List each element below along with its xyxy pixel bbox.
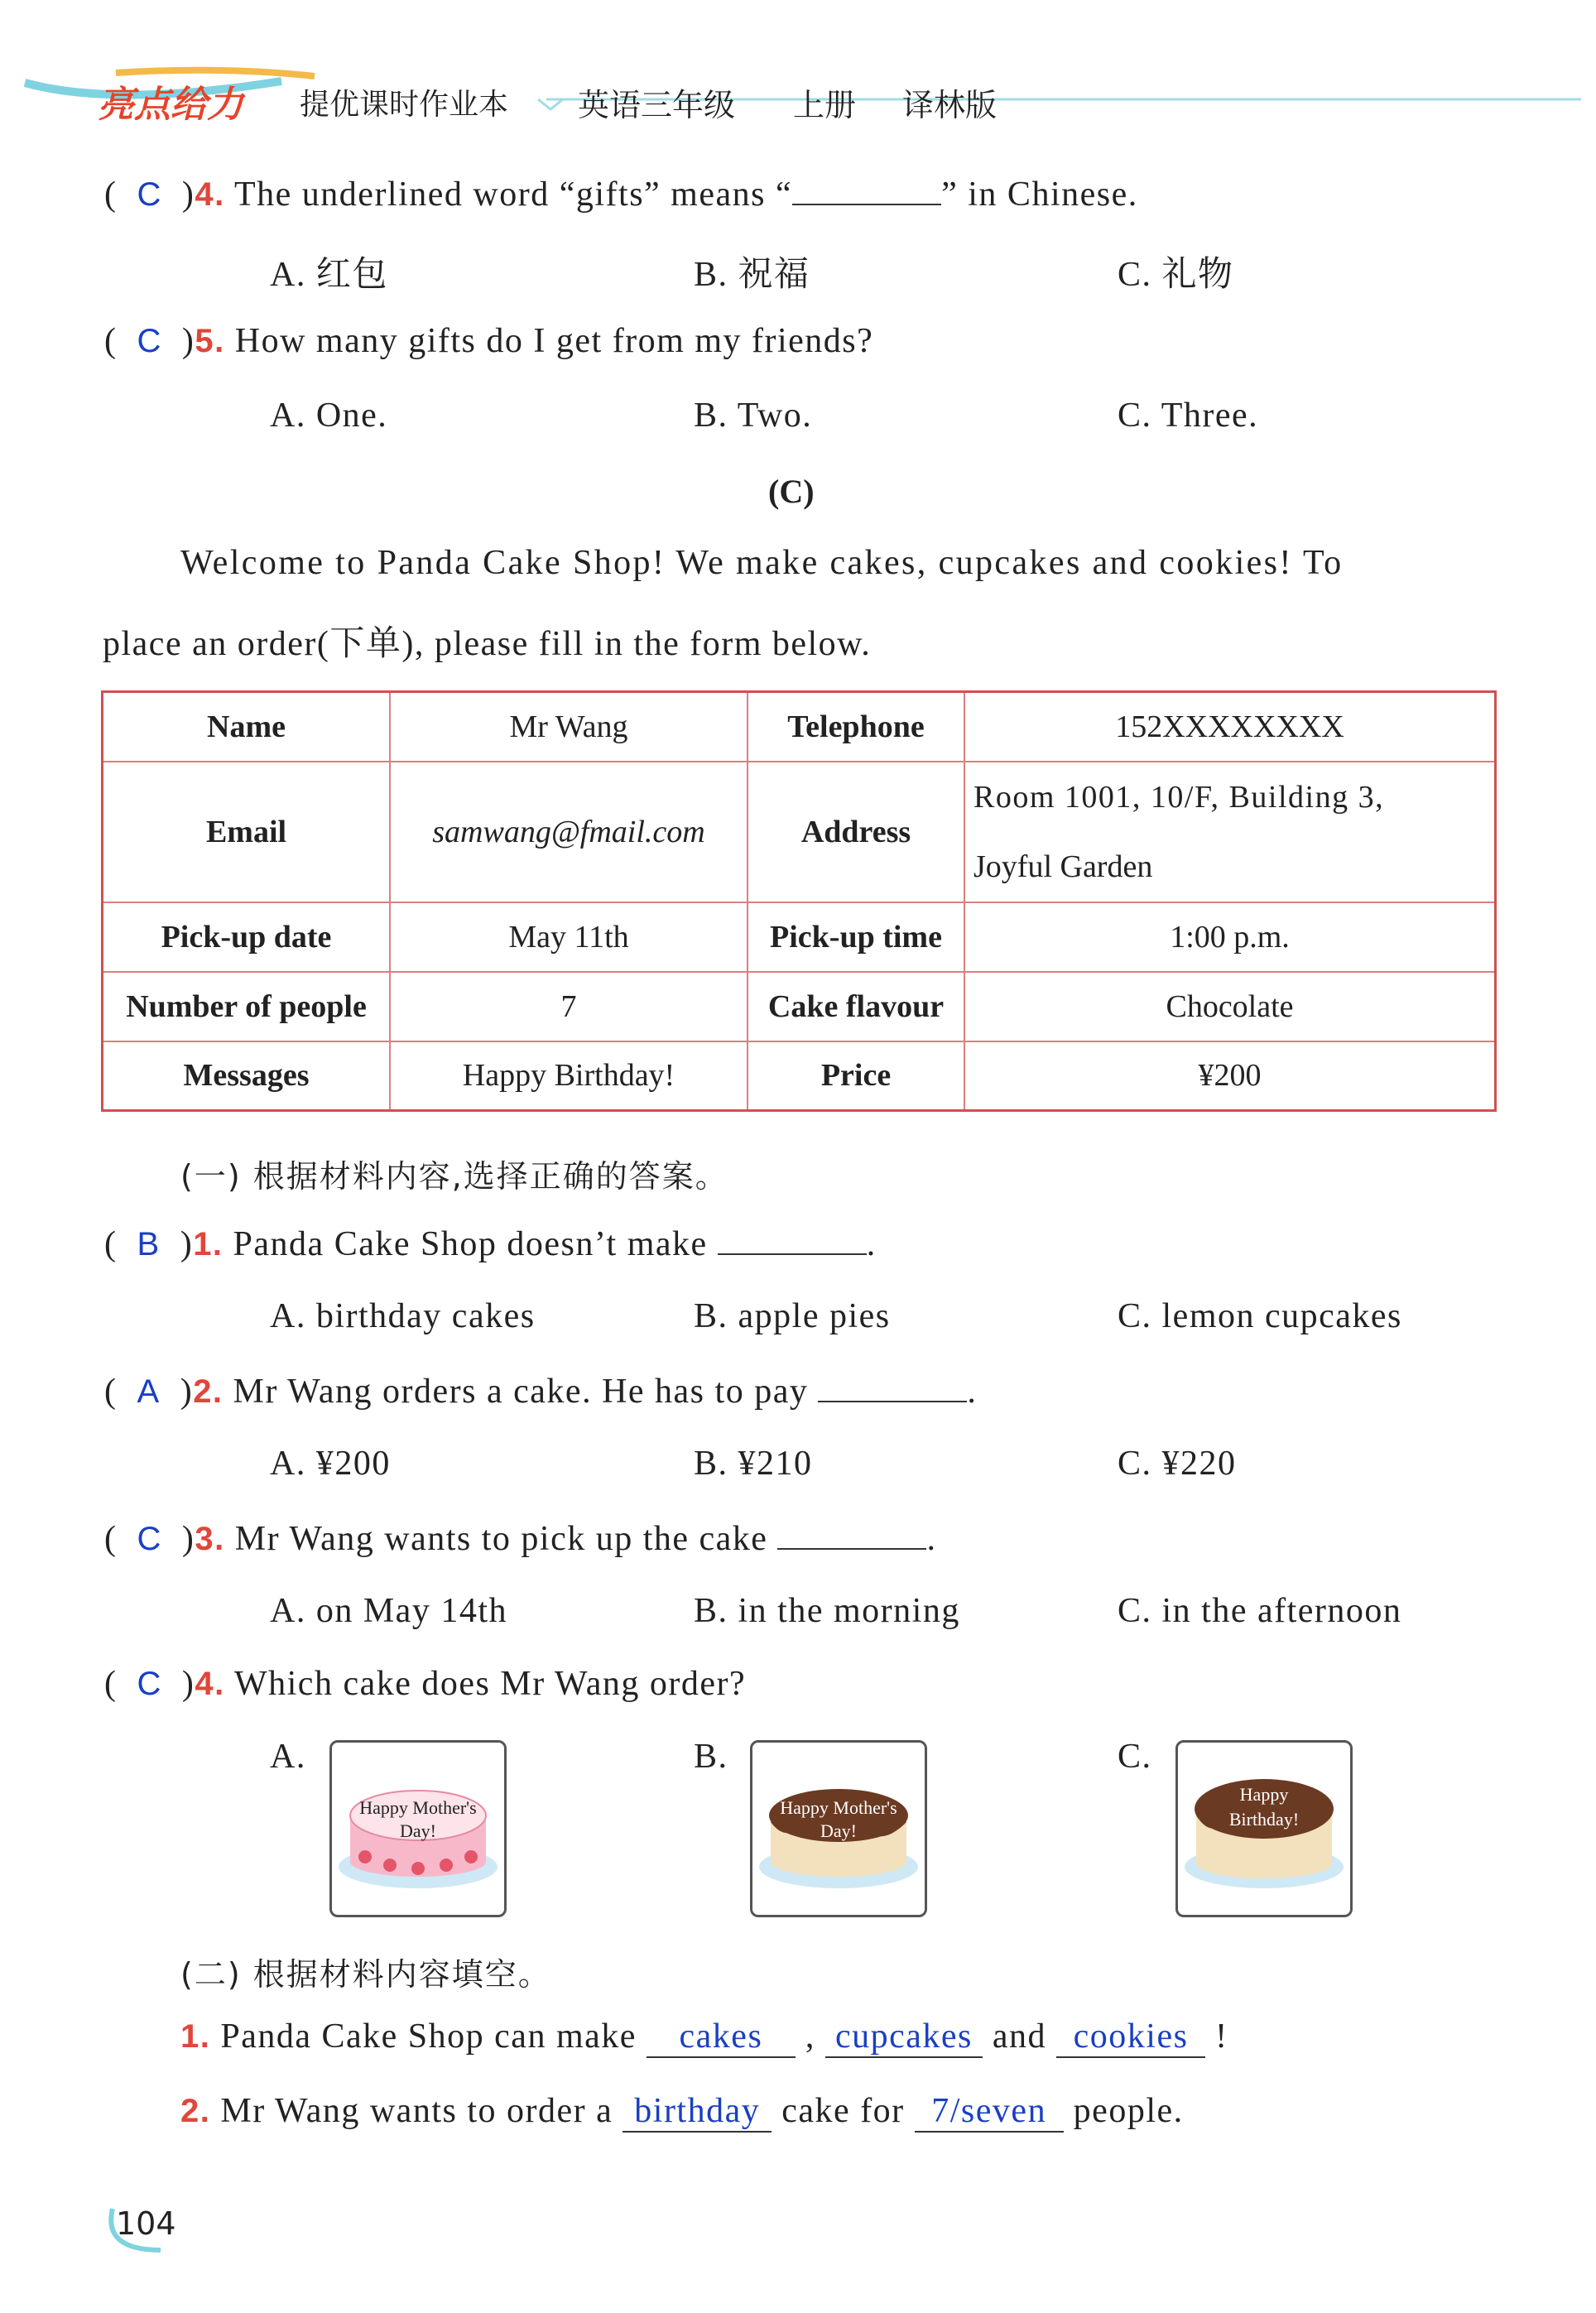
option-c[interactable]: C. Three.: [1118, 397, 1259, 435]
part2-instruction: (二) 根据材料内容填空。: [180, 1956, 551, 1993]
telephone-value: 152XXXXXXXX: [964, 692, 1496, 762]
section-c-label: (C): [768, 473, 815, 510]
people-label: Number of people: [103, 972, 391, 1041]
address-line-2: Joyful Garden: [973, 849, 1153, 884]
question-number: 5.: [195, 323, 225, 359]
question-number: 1.: [180, 2018, 211, 2055]
brand-logo: 亮点给力: [98, 84, 243, 126]
question-4: ( C )4. Which cake does Mr Wang order?: [104, 1665, 747, 1703]
address-value: [964, 762, 1496, 902]
part1-instruction: (一) 根据材料内容,选择正确的答案。: [180, 1158, 728, 1195]
fill-answer-3[interactable]: cookies: [1056, 2017, 1205, 2058]
question-number: 2.: [180, 2093, 211, 2129]
question-b5: ( C )5. How many gifts do I get from my friends?: [104, 322, 874, 360]
telephone-label: Telephone: [748, 692, 964, 762]
pickup-date-label: Pick-up date: [103, 902, 391, 972]
question-1: ( B )1. Panda Cake Shop doesn’t make .: [104, 1222, 877, 1264]
messages-label: Messages: [103, 1041, 391, 1111]
option-c[interactable]: C. 礼物: [1118, 256, 1234, 294]
cake-option-a[interactable]: [329, 1740, 507, 1917]
answer-mark: C: [137, 1521, 162, 1557]
cake-text-2: Birthday!: [1228, 1809, 1300, 1830]
flavour-label: Cake flavour: [748, 972, 964, 1041]
name-value: Mr Wang: [390, 692, 748, 762]
section-c-intro-1: Welcome to Panda Cake Shop! We make cakes, cupcakes and cookies! To: [180, 544, 1344, 582]
fill-question-1: 1. Panda Cake Shop can make cakes , cupcakes and cookies !: [180, 2017, 1228, 2058]
answer-blank[interactable]: [777, 1517, 926, 1550]
pickup-time-label: Pick-up time: [748, 902, 964, 972]
answer-mark: A: [137, 1373, 161, 1410]
fill-answer-2[interactable]: 7/seven: [915, 2091, 1064, 2133]
email-value: samwang@fmail.com: [390, 762, 748, 902]
answer-mark: B: [137, 1226, 161, 1262]
question-number: 3.: [195, 1521, 225, 1557]
option-a[interactable]: A. 红包: [270, 256, 388, 294]
option-a[interactable]: A. birthday cakes: [270, 1297, 536, 1335]
fill-answer-1[interactable]: birthday: [623, 2091, 772, 2133]
pickup-time-value: 1:00 p.m.: [964, 902, 1496, 972]
address-label: Address: [748, 762, 964, 902]
answer-mark: C: [137, 176, 162, 213]
option-c[interactable]: C. ¥220: [1118, 1445, 1237, 1483]
option-b[interactable]: B. 祝福: [694, 256, 810, 294]
question-number: 4.: [195, 176, 225, 213]
option-b[interactable]: B. Two.: [694, 397, 813, 435]
pickup-date-value: May 11th: [390, 902, 748, 972]
people-value: 7: [390, 972, 748, 1041]
answer-mark: C: [137, 323, 162, 359]
flavour-value: Chocolate: [964, 972, 1496, 1041]
question-number: 1.: [193, 1226, 224, 1262]
price-value: ¥200: [964, 1041, 1496, 1111]
question-b4: ( C )4. The underlined word “gifts” means “ ” in Chinese.: [104, 172, 1138, 214]
answer-blank[interactable]: [818, 1369, 967, 1402]
cake-text-1: Happy Mother's: [359, 1797, 477, 1818]
fill-answer-1[interactable]: cakes: [647, 2017, 796, 2058]
option-c[interactable]: C. lemon cupcakes: [1118, 1297, 1402, 1335]
messages-value: Happy Birthday!: [390, 1041, 748, 1111]
answer-mark: C: [137, 1666, 162, 1702]
question-2: ( A )2. Mr Wang orders a cake. He has to pay .: [104, 1369, 977, 1411]
answer-blank[interactable]: [792, 172, 941, 205]
page-header: [0, 50, 1596, 141]
cake-text-2: Day!: [820, 1820, 857, 1841]
order-form-table: [101, 690, 1497, 1112]
fill-question-2: 2. Mr Wang wants to order a birthday cake for 7/seven people.: [180, 2091, 1184, 2133]
option-b[interactable]: B. ¥210: [694, 1445, 813, 1483]
question-3: ( C )3. Mr Wang wants to pick up the cake .: [104, 1517, 936, 1559]
page-number: 104: [116, 2205, 176, 2242]
grade-title: 英语三年级: [578, 87, 736, 123]
series-title: 提优课时作业本: [300, 88, 509, 122]
volume-title: 上册: [793, 87, 857, 123]
cake-text-1: Happy Mother's: [780, 1797, 897, 1818]
option-b[interactable]: B. in the morning: [694, 1592, 960, 1630]
cake-text-1: Happy: [1239, 1784, 1289, 1805]
edition-title: 译林版: [902, 87, 997, 123]
option-c[interactable]: C.: [1118, 1738, 1152, 1776]
fill-answer-2[interactable]: cupcakes: [825, 2017, 983, 2058]
cake-text-2: Day!: [400, 1820, 436, 1841]
option-a[interactable]: A. One.: [270, 397, 388, 435]
option-c[interactable]: C. in the afternoon: [1118, 1592, 1402, 1630]
option-a[interactable]: A.: [270, 1738, 306, 1776]
question-number: 4.: [195, 1666, 225, 1702]
option-b[interactable]: B.: [694, 1738, 728, 1776]
question-number: 2.: [193, 1373, 224, 1410]
cake-option-b[interactable]: [750, 1740, 927, 1917]
email-label: Email: [103, 762, 391, 902]
address-line-1: Room 1001, 10/F, Building 3,: [973, 779, 1385, 815]
option-b[interactable]: B. apple pies: [694, 1297, 891, 1335]
price-label: Price: [748, 1041, 964, 1111]
option-a[interactable]: A. on May 14th: [270, 1592, 507, 1630]
name-label: Name: [103, 692, 391, 762]
option-a[interactable]: A. ¥200: [270, 1445, 391, 1483]
answer-blank[interactable]: [718, 1222, 867, 1255]
cake-option-c[interactable]: [1175, 1740, 1353, 1917]
section-c-intro-2: place an order(下单), please fill in the form below.: [103, 625, 872, 663]
